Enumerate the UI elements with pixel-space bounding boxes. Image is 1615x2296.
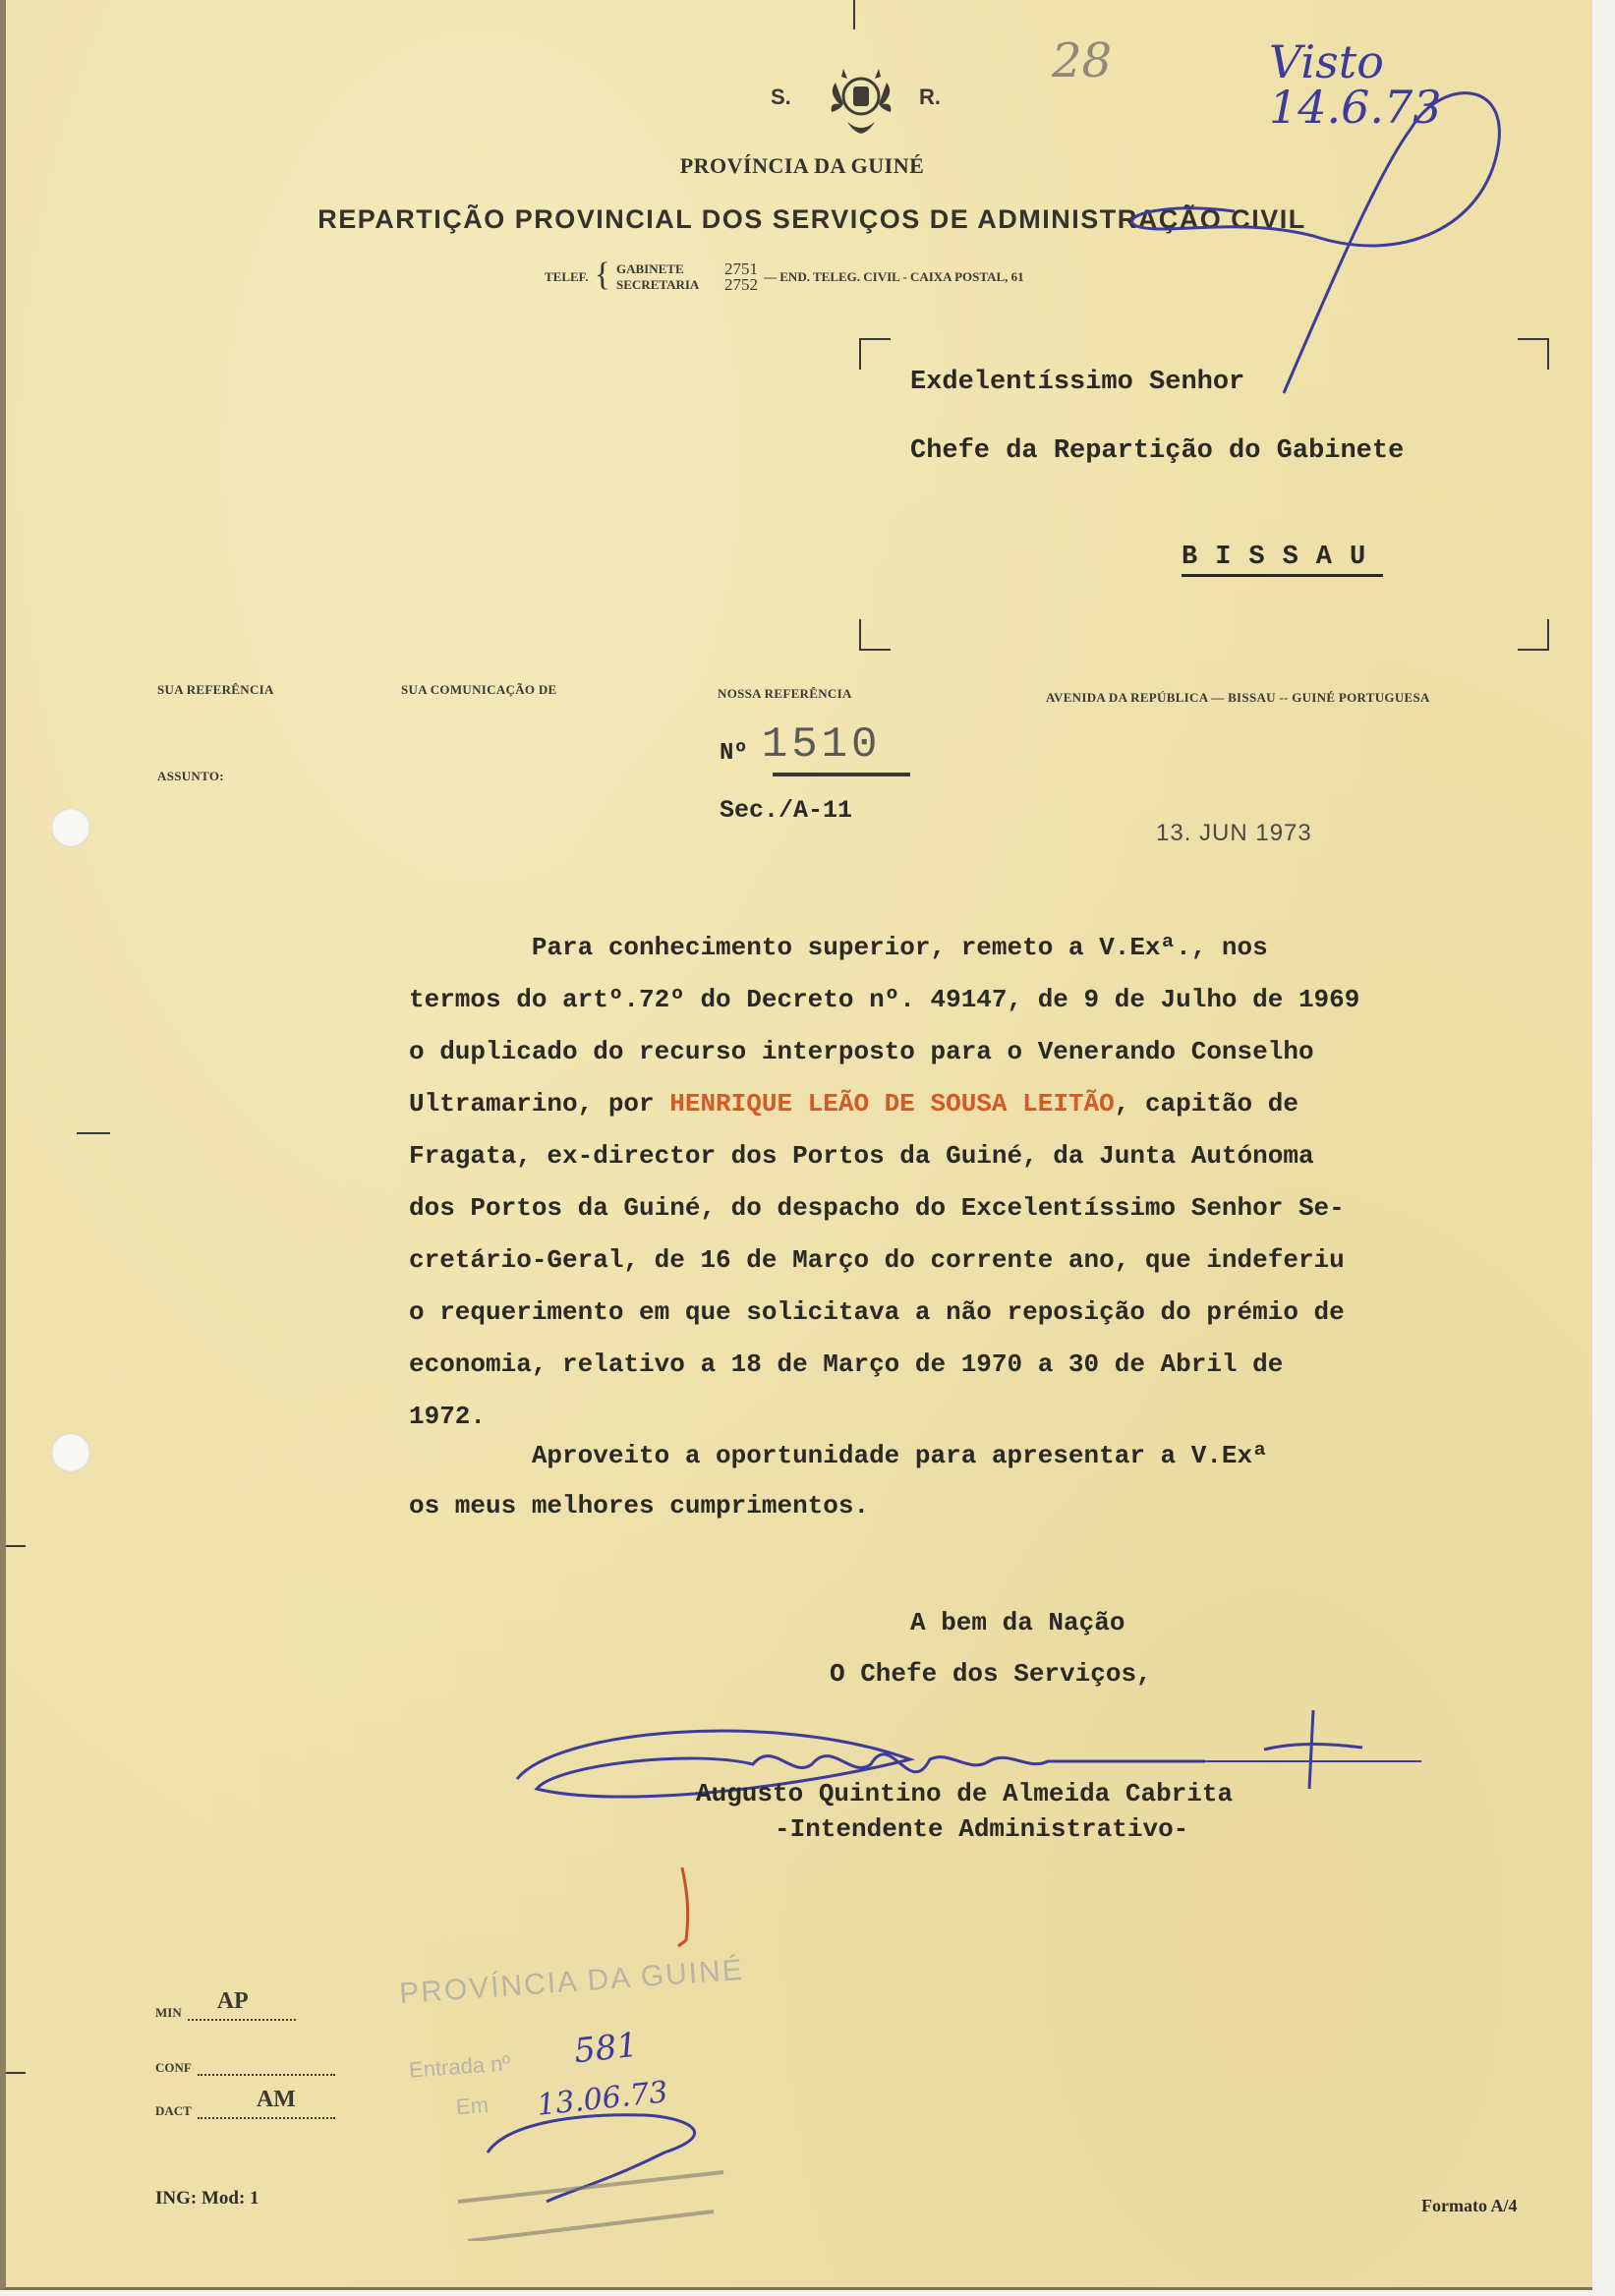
closing-line: Aproveito a oportunidade para apresentar a V.Exª	[409, 1441, 1268, 1470]
addressee-line-1: Exdelentíssimo Senhor	[910, 368, 1245, 397]
registry-stamp: PROVÍNCIA DA GUINÉ Entrada nº Em	[398, 1953, 745, 2120]
office-address: AVENIDA DA REPÚBLICA — BISSAU -- GUINÉ PORTUGUESA	[1046, 690, 1430, 705]
contact-line	[545, 257, 1024, 294]
signer-title: -Intendente Administrativo-	[775, 1814, 1189, 1844]
address-corner-top-left	[859, 338, 891, 370]
body-line: o requerimento em que solicitava a não reposição do prémio de	[409, 1297, 1345, 1327]
reference-underline	[773, 773, 910, 776]
body-line: Fragata, ex-director dos Portos da Guiné, da Junta Autónoma	[409, 1141, 1314, 1171]
phone-row: GABINETE 2751	[616, 259, 759, 278]
registry-entry-number: 581	[572, 2025, 640, 2072]
punch-hole	[51, 1433, 90, 1472]
signer-role: O Chefe dos Serviços,	[830, 1659, 1152, 1689]
body-line: Ultramarino, por HENRIQUE LEÃO DE SOUSA LEITÃO, capitão de	[409, 1089, 1298, 1119]
dact-field: DACT AM	[155, 2103, 335, 2119]
margin-mark	[6, 1545, 26, 1547]
handwritten-page-number: 28	[1052, 33, 1113, 88]
coat-of-arms-icon	[822, 63, 900, 136]
date-stamp: 13. JUN 1973	[1156, 820, 1312, 846]
conf-field: CONF	[155, 2060, 335, 2076]
paper-format: Formato A/4	[1421, 2196, 1518, 2215]
label-sua-comunicacao: SUA COMUNICAÇÃO DE	[401, 682, 557, 697]
letter-body	[409, 922, 1608, 1443]
pen-stroke-icon	[1087, 88, 1539, 413]
reference-section: Sec./A-11	[720, 796, 853, 825]
address-corner-bottom-left	[859, 619, 891, 651]
label-sua-referencia: SUA REFERÊNCIA	[157, 682, 274, 697]
body-line: o duplicado do recurso interposto para o Venerando Conselho	[409, 1037, 1314, 1066]
letterhead-r: R.	[919, 85, 941, 109]
letterhead-s: S.	[771, 85, 791, 109]
province-title: PROVÍNCIA DA GUINÉ	[679, 153, 925, 178]
highlighted-name: HENRIQUE LEÃO DE SOUSA LEITÃO	[669, 1089, 1115, 1119]
label-assunto: ASSUNTO:	[157, 769, 224, 783]
closing-line: os meus melhores cumprimentos.	[409, 1491, 870, 1521]
address-corner-top-right	[1518, 338, 1549, 370]
label-nossa-referencia: NOSSA REFERÊNCIA	[718, 686, 852, 701]
min-field: MIN AP	[155, 2005, 296, 2021]
phone-row: SECRETARIA 2752	[616, 275, 759, 294]
addressee-city: BISSAU	[1182, 543, 1383, 577]
signer-name: Augusto Quintino de Almeida Cabrita	[696, 1779, 1234, 1808]
registry-date: 13.06.73	[535, 2075, 670, 2123]
margin-mark	[77, 1132, 110, 1134]
body-line: cretário-Geral, de 16 de Março do corrente ano, que indeferiu	[409, 1245, 1345, 1275]
body-line: Para conhecimento superior, remeto a V.Exª., nos	[409, 933, 1268, 962]
punch-hole	[51, 808, 90, 847]
salutation: A bem da Nação	[910, 1608, 1125, 1637]
form-model: ING: Mod: 1	[155, 2188, 260, 2209]
body-line: 1972.	[409, 1402, 487, 1431]
handwritten-visto: Visto 14.6.73	[1269, 35, 1442, 134]
telegraph-address: — END. TELEG. CIVIL - CAIXA POSTAL, 61	[764, 269, 1024, 284]
addressee-line-2: Chefe da Repartição do Gabinete	[910, 436, 1405, 466]
letter-closing	[409, 1431, 1608, 1531]
address-corner-bottom-right	[1518, 619, 1549, 651]
pen-scribble-icon	[429, 1867, 802, 2241]
body-line: dos Portos da Guiné, do despacho do Excelentíssimo Senhor Se-	[409, 1193, 1345, 1223]
body-line: termos do artº.72º do Decreto nº. 49147, de 9 de Julho de 1969	[409, 985, 1360, 1014]
body-line: economia, relativo a 18 de Março de 1970 a 30 de Abril de	[409, 1349, 1284, 1379]
brace-glyph: {	[594, 257, 611, 293]
reference-number: Nº 1510	[720, 720, 882, 770]
top-fold-mark	[853, 0, 855, 29]
margin-mark	[6, 2072, 26, 2074]
department-title: REPARTIÇÃO PROVINCIAL DOS SERVIÇOS DE ADMINISTRAÇÃO CIVIL	[317, 204, 1306, 234]
telef-label: TELEF.	[545, 269, 589, 284]
